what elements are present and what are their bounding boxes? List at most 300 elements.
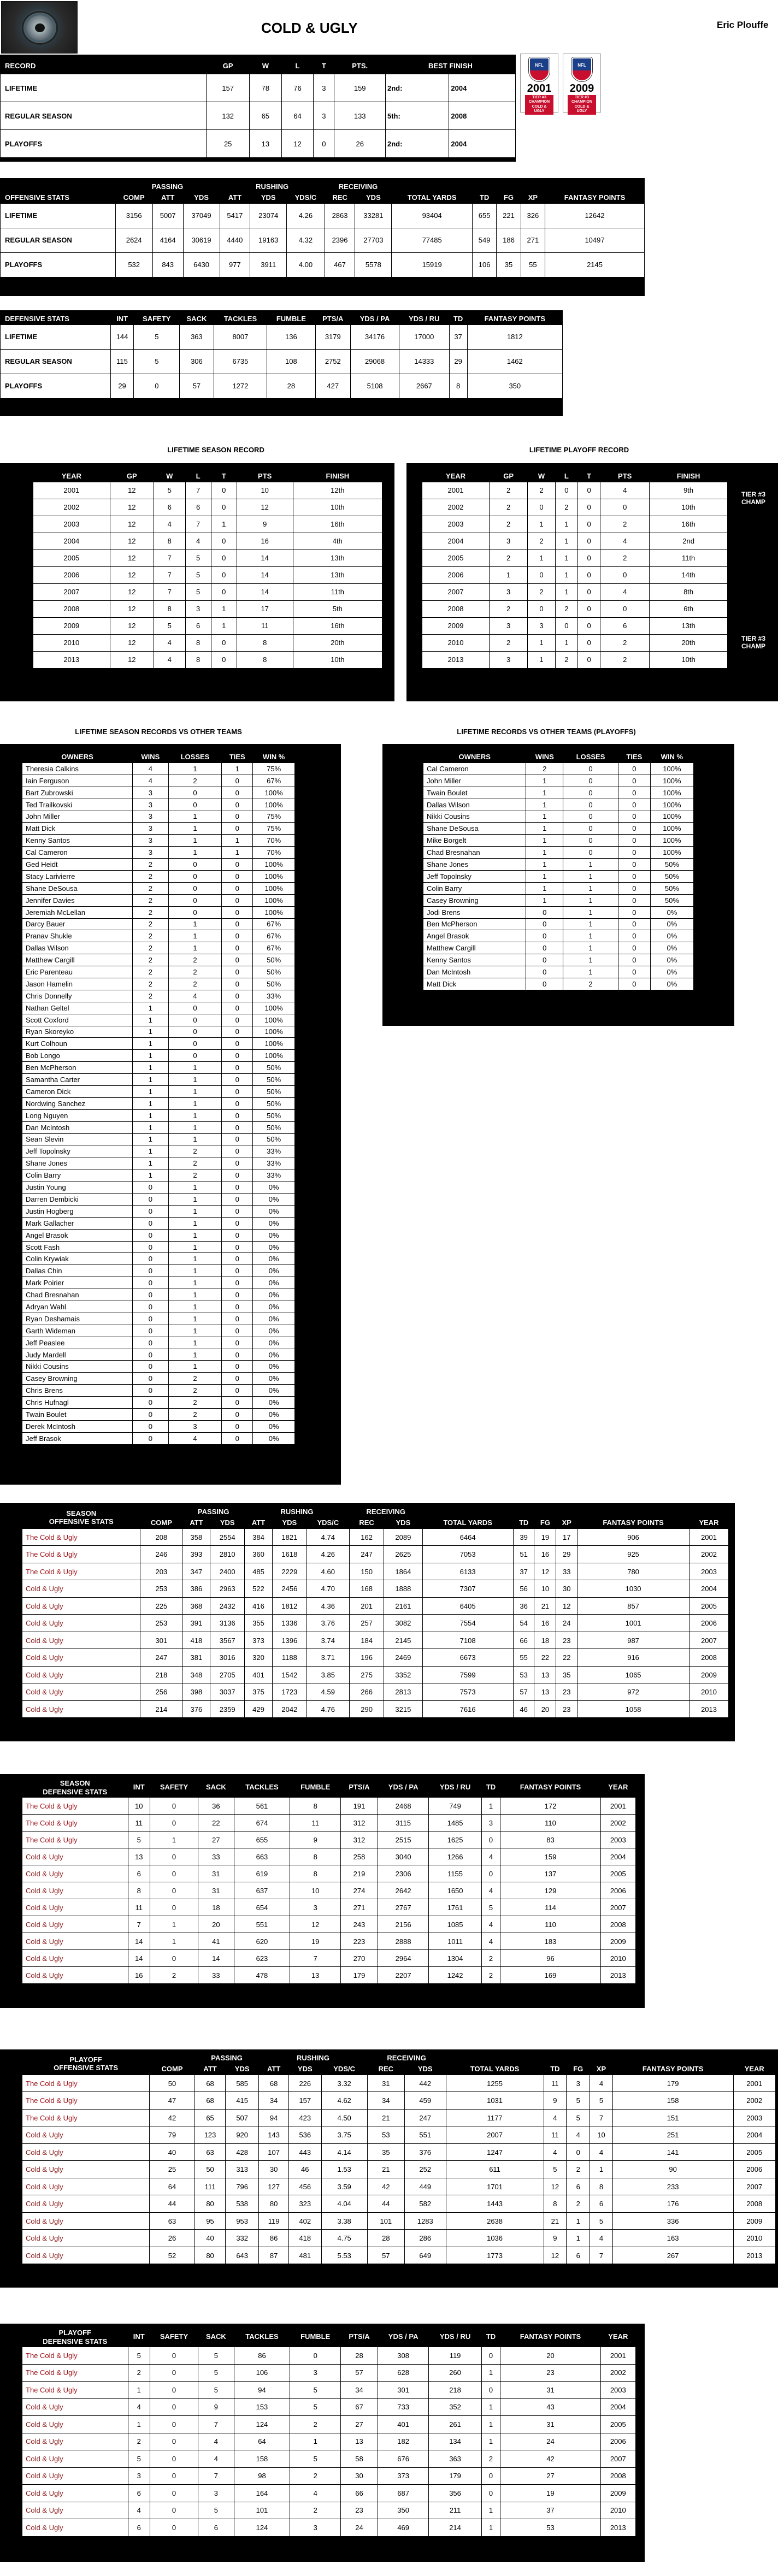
table-cell: 2010: [601, 2502, 635, 2519]
table-cell: 0: [150, 1899, 198, 1916]
table-cell: 1: [133, 1026, 168, 1038]
table-cell: 1: [169, 1074, 222, 1085]
table-cell: 5578: [355, 253, 391, 277]
table-cell: 2006: [734, 2161, 775, 2178]
table-cell: 8: [186, 635, 211, 651]
table-cell: 1058: [577, 1701, 689, 1718]
table-cell: 261: [429, 2416, 481, 2433]
table-cell: Chris Hufnagl: [22, 1397, 132, 1408]
table-cell: 375: [245, 1683, 272, 1700]
table-cell: 1: [222, 835, 252, 846]
table-row: [22, 1615, 728, 1632]
table-cell: 159: [500, 1848, 600, 1865]
table-cell: 57: [180, 374, 213, 398]
table-row: [22, 2382, 635, 2398]
table-cell: 100%: [651, 775, 693, 787]
table-cell: 6: [128, 2485, 150, 2502]
column-header: INT: [116, 315, 128, 323]
table-cell: 7599: [423, 1667, 513, 1683]
table-cell: 270: [341, 1950, 378, 1966]
table-row: [22, 883, 294, 894]
table-cell: 0: [222, 1050, 252, 1061]
table-cell: 1: [169, 1242, 222, 1253]
playoff-record-title: LIFETIME PLAYOFF RECORD: [529, 446, 629, 454]
header-row: [1, 58, 515, 74]
column-header: XP: [528, 193, 538, 202]
table-cell: 4.50: [322, 2110, 367, 2126]
table-cell: 3.59: [322, 2178, 367, 2195]
table-cell: 246: [140, 1546, 182, 1563]
table-cell: 34: [341, 2382, 378, 2398]
table-cell: 27: [341, 2416, 378, 2433]
table-cell: 2: [133, 990, 168, 1002]
table-cell: 0: [222, 811, 252, 823]
table-cell: 2003: [601, 1831, 635, 1848]
table-cell: 1: [528, 635, 555, 651]
table-cell: 35: [368, 2144, 404, 2161]
column-header: SAFETY: [160, 2332, 188, 2341]
table-cell: 2006: [689, 1615, 728, 1632]
table-cell: 75%: [253, 811, 294, 823]
table-row: [22, 978, 294, 990]
table-row: [22, 811, 294, 823]
table-row: [22, 2247, 775, 2264]
table-cell: 64: [234, 2433, 290, 2450]
table-cell: 0%: [253, 1242, 294, 1253]
table-row: [423, 942, 693, 954]
table-cell: 66: [514, 1632, 534, 1649]
table-cell: 350: [378, 2502, 429, 2519]
column-header: YDS: [366, 193, 381, 202]
table-row: [22, 2195, 775, 2212]
table-cell: 1462: [468, 350, 562, 374]
table-cell: 5: [128, 2450, 150, 2467]
table-row: [423, 847, 693, 858]
table-cell: 13: [250, 130, 281, 157]
table-cell: 0: [222, 1313, 252, 1325]
table-row: [33, 601, 382, 617]
table-cell: 2: [133, 978, 168, 990]
table-row: [33, 550, 382, 566]
table-cell: 0: [150, 1882, 198, 1899]
table-cell: 0: [150, 2519, 198, 2536]
column-header: FINISH: [676, 472, 700, 480]
table-cell: 153: [234, 2399, 290, 2416]
column-header: TOTAL YARDS: [443, 1518, 492, 1527]
table-cell: Cold & Ugly: [22, 2416, 128, 2433]
playoff-offense-table: [22, 2053, 776, 2264]
table-cell: 0: [222, 1421, 252, 1432]
table-cell: 67%: [253, 919, 294, 930]
table-cell: 2625: [384, 1546, 422, 1563]
table-cell: 6: [590, 2195, 612, 2212]
section-label: OFFENSIVE STATS: [54, 2064, 119, 2072]
column-header: YDS/C: [317, 1518, 339, 1527]
table-cell: 1: [150, 1831, 198, 1848]
table-cell: 687: [378, 2485, 429, 2502]
table-cell: 6735: [214, 350, 267, 374]
table-cell: 10: [590, 2126, 612, 2143]
table-cell: 0: [618, 907, 650, 918]
table-cell: 1011: [429, 1933, 481, 1949]
table-cell: 0: [150, 2382, 198, 2398]
table-cell: 0: [222, 1277, 252, 1289]
column-header: L: [295, 61, 300, 70]
table-cell: 136: [267, 325, 315, 349]
table-cell: 1: [526, 787, 563, 799]
table-cell: 2004: [689, 1580, 728, 1597]
column-header: FANTASY POINTS: [484, 315, 546, 323]
table-cell: 320: [245, 1649, 272, 1666]
table-cell: 33: [198, 1848, 233, 1865]
table-cell: 1: [133, 1169, 168, 1181]
table-cell: 37: [500, 2502, 600, 2519]
table-cell: 14333: [399, 350, 449, 374]
table-cell: 2089: [384, 1529, 422, 1546]
column-header: LOSSES: [180, 753, 210, 761]
table-cell: 1: [528, 550, 555, 566]
table-cell: 2400: [210, 1563, 244, 1580]
table-cell: 19163: [250, 228, 286, 252]
table-cell: 23: [556, 1632, 577, 1649]
table-cell: 308: [378, 2347, 429, 2364]
table-cell: 0: [526, 978, 563, 990]
table-row: [22, 1230, 294, 1241]
table-row: [22, 1062, 294, 1073]
table-cell: 8: [290, 1798, 340, 1814]
table-cell: 0: [526, 954, 563, 966]
column-header: YDS / PA: [388, 2332, 419, 2341]
table-cell: 2002: [601, 1815, 635, 1831]
table-cell: 9: [198, 2399, 233, 2416]
table-row: [22, 1916, 635, 1933]
table-cell: 360: [245, 1546, 272, 1563]
table-cell: 0: [150, 2347, 198, 2364]
table-cell: 1: [133, 1157, 168, 1169]
table-cell: 1723: [273, 1683, 307, 1700]
table-cell: 8: [128, 1882, 150, 1899]
table-cell: Justin Young: [22, 1181, 132, 1193]
table-cell: 0: [150, 2502, 198, 2519]
table-cell: 17000: [399, 325, 449, 349]
table-cell: 5: [567, 2092, 590, 2109]
table-cell: 1: [169, 1194, 222, 1205]
table-cell: Cold & Ugly: [22, 1865, 128, 1882]
table-row: [22, 1397, 294, 1408]
table-row: [22, 2178, 775, 2195]
table-cell: 326: [521, 204, 545, 228]
table-row: [22, 823, 294, 834]
table-cell: 25: [207, 130, 249, 157]
table-cell: 2006: [601, 1882, 635, 1899]
table-cell: 0: [222, 1373, 252, 1384]
table-cell: 0: [618, 859, 650, 870]
table-cell: 2003: [422, 516, 489, 533]
table-cell: 0: [578, 533, 600, 550]
table-cell: REGULAR SEASON: [1, 350, 110, 374]
table-cell: The Cold & Ugly: [22, 1815, 128, 1831]
table-cell: 20: [198, 1916, 233, 1933]
table-cell: 0%: [253, 1433, 294, 1444]
table-cell: 352: [429, 2399, 481, 2416]
column-header: W: [262, 61, 269, 70]
table-cell: PLAYOFFS: [1, 130, 206, 157]
table-cell: 2515: [378, 1831, 429, 1848]
column-header: REC: [359, 1518, 374, 1527]
table-cell: 1618: [273, 1546, 307, 1563]
table-cell: 58: [341, 2450, 378, 2467]
table-cell: 2004: [601, 2399, 635, 2416]
table-cell: 28: [368, 2230, 404, 2247]
table-cell: 7: [590, 2110, 612, 2126]
table-cell: 0: [222, 954, 252, 966]
table-cell: 332: [226, 2230, 258, 2247]
table-cell: 3.85: [307, 1667, 349, 1683]
table-cell: The Cold & Ugly: [22, 1546, 140, 1563]
table-cell: 31: [500, 2416, 600, 2433]
table-cell: 0: [150, 2468, 198, 2485]
table-cell: 2010: [689, 1683, 728, 1700]
vs-season-table: [22, 752, 295, 1445]
table-cell: 5: [134, 350, 179, 374]
table-cell: 10: [237, 482, 293, 499]
table-cell: 1: [133, 1074, 168, 1085]
table-cell: 0%: [253, 1421, 294, 1432]
table-cell: 7554: [423, 1615, 513, 1632]
table-cell: 86: [259, 2230, 288, 2247]
table-cell: 0: [563, 847, 618, 858]
table-cell: 2: [169, 1397, 222, 1408]
table-cell: 8: [590, 2178, 612, 2195]
table-cell: 8th: [650, 584, 727, 600]
table-cell: 90: [613, 2161, 733, 2178]
table-cell: 12: [290, 1916, 340, 1933]
table-cell: 0: [222, 1110, 252, 1121]
table-cell: 184: [350, 1632, 384, 1649]
table-cell: 2013: [422, 652, 489, 668]
table-cell: 36: [198, 1798, 233, 1814]
table-cell: 31: [500, 2382, 600, 2398]
table-cell: 4.75: [322, 2230, 367, 2247]
table-cell: Jennifer Davies: [22, 895, 132, 906]
column-header: YEAR: [61, 472, 81, 480]
table-cell: 203: [140, 1563, 182, 1580]
table-cell: 8: [544, 2195, 567, 2212]
table-cell: 2005: [33, 550, 110, 566]
table-cell: 1: [563, 942, 618, 954]
table-cell: 1247: [446, 2144, 544, 2161]
table-cell: 363: [180, 325, 213, 349]
table-cell: 8: [290, 1865, 340, 1882]
table-cell: 1336: [273, 1615, 307, 1632]
table-cell: 0: [150, 2433, 198, 2450]
table-cell: The Cold & Ugly: [22, 2347, 128, 2364]
table-row: [22, 1667, 728, 1683]
table-cell: 35: [556, 1667, 577, 1683]
column-header: FANTASY POINTS: [603, 1518, 664, 1527]
table-cell: 2nd:: [386, 74, 449, 102]
table-cell: 0: [222, 966, 252, 978]
table-row: [1, 374, 562, 398]
table-cell: 2042: [273, 1701, 307, 1718]
table-cell: 57: [514, 1683, 534, 1700]
table-cell: 2004: [449, 74, 515, 102]
table-cell: 18: [534, 1632, 556, 1649]
table-cell: 111: [195, 2178, 225, 2195]
column-header: GP: [222, 61, 233, 70]
table-cell: 101: [234, 2502, 290, 2519]
table-cell: 2006: [33, 567, 110, 583]
table-cell: PLAYOFFS: [1, 374, 110, 398]
table-cell: 169: [500, 1967, 600, 1983]
table-cell: 11: [544, 2075, 567, 2092]
column-header: YDS: [282, 1518, 297, 1527]
table-cell: 2: [528, 533, 555, 550]
table-cell: 3: [133, 823, 168, 834]
table-row: [22, 1798, 635, 1814]
table-cell: Jeremiah McLellan: [22, 907, 132, 918]
table-row: [423, 907, 693, 918]
table-cell: 47: [150, 2092, 194, 2109]
table-cell: 1: [482, 2519, 500, 2536]
table-cell: 4.14: [322, 2144, 367, 2161]
table-cell: 4164: [153, 228, 183, 252]
table-cell: 9th: [650, 482, 727, 499]
table-cell: 123: [195, 2126, 225, 2143]
table-cell: 2468: [378, 1798, 429, 1814]
vs-season-title: LIFETIME SEASON RECORDS VS OTHER TEAMS: [75, 728, 242, 736]
table-cell: 16: [237, 533, 293, 550]
table-cell: 14: [128, 1950, 150, 1966]
table-cell: 30619: [184, 228, 220, 252]
table-cell: 0: [222, 1337, 252, 1349]
table-cell: 13: [534, 1667, 556, 1683]
column-header: YDS/C: [333, 2064, 355, 2073]
table-cell: 2: [482, 1950, 500, 1966]
table-cell: John Miller: [423, 775, 526, 787]
table-cell: 1812: [273, 1598, 307, 1615]
table-cell: 619: [234, 1865, 290, 1882]
table-row: [33, 584, 382, 600]
table-cell: 1: [528, 652, 555, 668]
table-cell: 21: [534, 1598, 556, 1615]
table-cell: 0%: [253, 1230, 294, 1241]
table-cell: 7: [154, 550, 185, 566]
section-label: DEFENSIVE STATS: [43, 2337, 108, 2345]
table-cell: 2006: [422, 567, 489, 583]
group-header: RECEIVING: [387, 2054, 426, 2062]
table-cell: PLAYOFFS: [1, 253, 115, 277]
table-cell: 1: [526, 883, 563, 894]
tier-champ-label: TIER #3 CHAMP: [741, 491, 765, 506]
table-cell: 2145: [384, 1632, 422, 1649]
table-cell: 35: [497, 253, 520, 277]
table-cell: 391: [182, 1615, 210, 1632]
table-cell: 0: [618, 871, 650, 882]
table-cell: 271: [521, 228, 545, 252]
table-cell: 2888: [378, 1933, 429, 1949]
table-cell: 11: [128, 1815, 150, 1831]
table-cell: 100%: [253, 895, 294, 906]
table-cell: 13th: [650, 618, 727, 634]
table-row: [22, 1026, 294, 1038]
table-cell: 306: [180, 350, 213, 374]
table-cell: 107: [259, 2144, 288, 2161]
table-cell: 6: [154, 499, 185, 516]
table-cell: 144: [111, 325, 134, 349]
column-header: PTS: [258, 472, 272, 480]
table-cell: 1: [482, 2416, 500, 2433]
table-cell: 12: [110, 618, 154, 634]
table-row: [22, 990, 294, 1002]
table-cell: 27703: [355, 228, 391, 252]
table-cell: 4: [544, 2110, 567, 2126]
table-cell: 28: [341, 2347, 378, 2364]
table-cell: 0: [222, 1325, 252, 1337]
table-cell: 6: [567, 2178, 590, 2195]
table-row: [423, 787, 693, 799]
column-header: WIN %: [661, 753, 683, 761]
table-cell: 129: [500, 1882, 600, 1899]
table-cell: 0: [211, 635, 237, 651]
table-cell: 0: [222, 1169, 252, 1181]
table-cell: 0: [222, 1194, 252, 1205]
table-cell: 5: [198, 2365, 233, 2382]
nfl-shield-icon: NFL: [571, 57, 592, 81]
table-cell: 0: [222, 930, 252, 942]
season-defense-table: [22, 1777, 636, 1984]
table-row: [22, 1206, 294, 1217]
group-header: RUSHING: [256, 182, 289, 191]
table-cell: 0: [567, 2144, 590, 2161]
table-cell: 218: [429, 2382, 481, 2398]
table-cell: 2: [600, 516, 649, 533]
table-cell: 24: [341, 2519, 378, 2536]
table-cell: The Cold & Ugly: [22, 2382, 128, 2398]
table-cell: 86: [234, 2347, 290, 2364]
table-row: [22, 1831, 635, 1848]
table-cell: Iain Ferguson: [22, 775, 132, 787]
table-cell: 2001: [422, 482, 489, 499]
table-cell: 119: [259, 2213, 288, 2230]
table-cell: 1: [169, 1361, 222, 1372]
table-cell: 13th: [293, 550, 382, 566]
table-cell: 18: [198, 1899, 233, 1916]
table-cell: 0: [133, 1181, 168, 1193]
table-cell: 100%: [651, 763, 693, 775]
column-header: WINS: [141, 753, 160, 761]
table-cell: Dan McIntosh: [423, 966, 526, 978]
table-cell: 33: [198, 1967, 233, 1983]
table-cell: 63: [150, 2213, 194, 2230]
column-header: TIES: [229, 753, 245, 761]
table-cell: 1: [169, 811, 222, 823]
table-cell: 2207: [378, 1967, 429, 1983]
table-cell: 5: [290, 2450, 340, 2467]
table-cell: 12: [110, 652, 154, 668]
table-cell: 214: [140, 1701, 182, 1718]
team-logo-eye: [1, 1, 78, 54]
table-cell: 100%: [253, 1026, 294, 1038]
table-cell: 1: [482, 2502, 500, 2519]
table-cell: 2007: [601, 2450, 635, 2467]
table-cell: 1: [526, 871, 563, 882]
column-header: ATT: [161, 193, 175, 202]
table-cell: 478: [234, 1967, 290, 1983]
table-cell: 8: [237, 635, 293, 651]
table-cell: Matthew Cargill: [22, 954, 132, 966]
table-cell: 3: [490, 533, 527, 550]
